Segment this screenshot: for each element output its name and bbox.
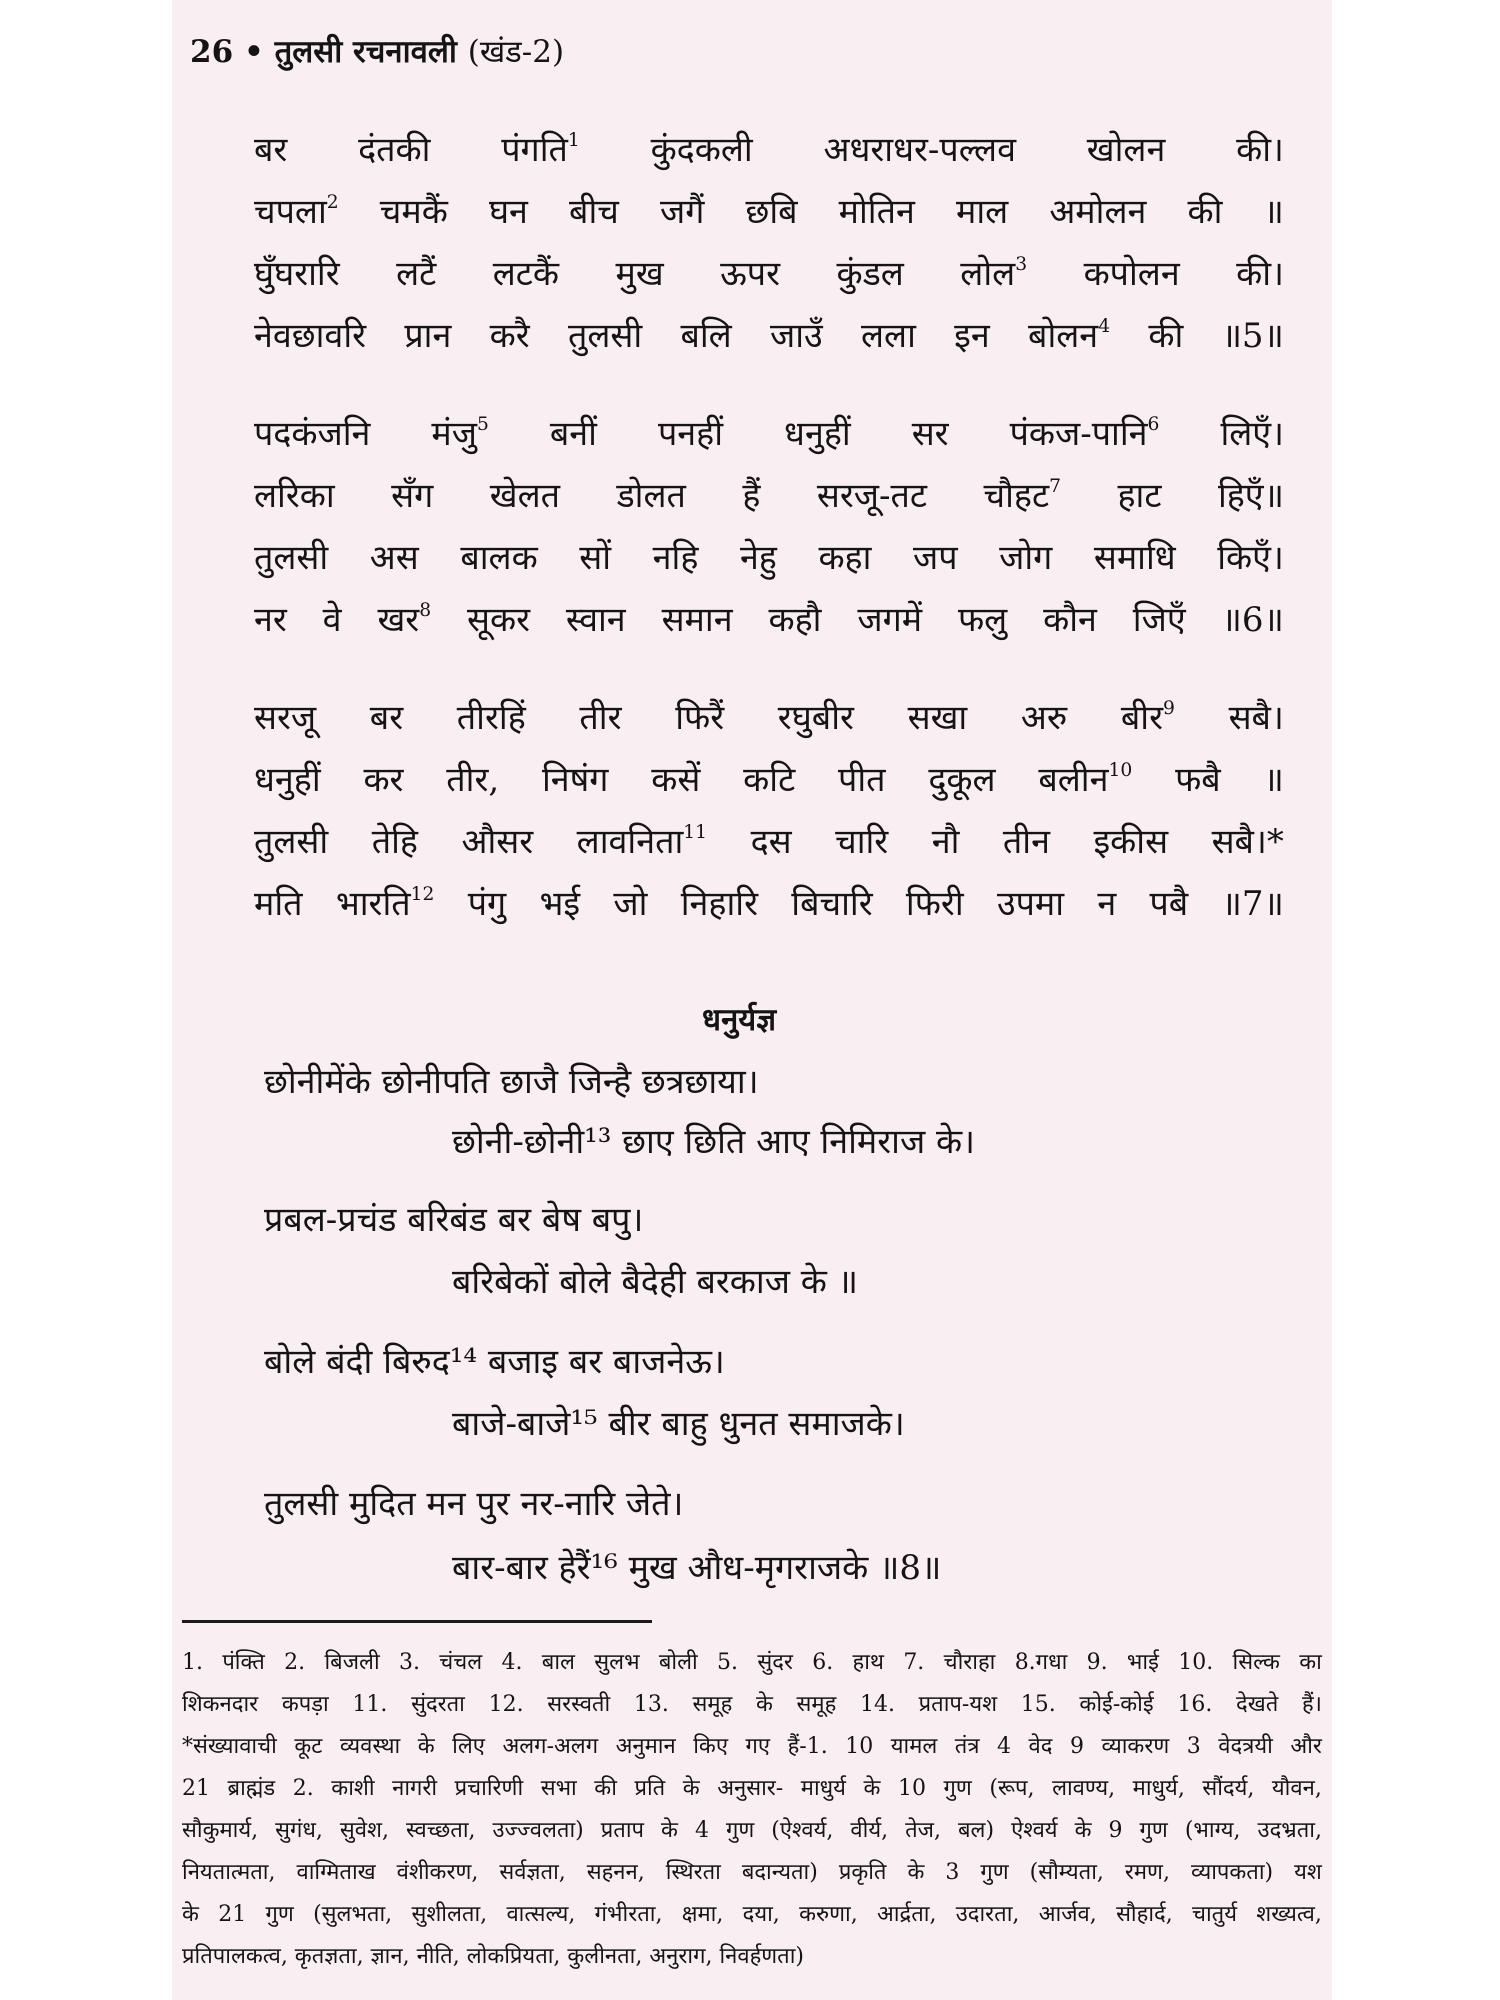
- word: पंक्ति: [222, 1650, 265, 1675]
- word: व्यवस्था: [339, 1734, 401, 1759]
- word: अनुमान: [615, 1734, 676, 1759]
- word: लावनिता$^{11}$: [576, 822, 708, 862]
- word: शख्यत्व,: [1256, 1902, 1322, 1927]
- word: सुगंध,: [275, 1818, 323, 1843]
- word: पनहीं: [657, 414, 724, 454]
- word: स्वच्छता,: [405, 1818, 476, 1843]
- word: जिएँ: [1132, 600, 1186, 640]
- word: वंशीकरण,: [396, 1860, 479, 1885]
- word: माधुर्य,: [1132, 1776, 1185, 1801]
- word: *संख्यावाची: [182, 1734, 277, 1759]
- word: तुलसी: [254, 538, 329, 578]
- kavitt-line: बोले बंदी बिरुद¹⁴ बजाइ बर बाजनेऊ।: [264, 1342, 725, 1382]
- word: तंत्र: [954, 1734, 980, 1759]
- word: तुलसी: [254, 822, 329, 862]
- word: वात्सल्य,: [506, 1902, 576, 1927]
- word: फलु: [957, 600, 1008, 640]
- word: बीर$^9$: [1120, 698, 1175, 738]
- word: गंभीरता,: [594, 1902, 663, 1927]
- verse-line: [254, 882, 1284, 926]
- word: 9.: [1086, 1650, 1108, 1675]
- word: लिए: [452, 1734, 485, 1759]
- kavitt-line-indent: बाजे-बाजे¹⁵ बीर बाहु धुनत समाजके।: [452, 1404, 905, 1444]
- word: की: [594, 1776, 617, 1801]
- word: तीर,: [446, 760, 500, 800]
- word: यश: [1294, 1860, 1322, 1885]
- word: सुंदर: [757, 1650, 793, 1675]
- word: गुण: [980, 1860, 1009, 1885]
- word: सहनन,: [586, 1860, 645, 1885]
- word: कसें: [651, 760, 701, 800]
- word: बाल: [541, 1650, 575, 1675]
- word: खर$^8$: [377, 600, 432, 640]
- word: मति: [254, 884, 303, 924]
- word: फिरी: [905, 884, 964, 924]
- word: (ऐश्वर्य,: [771, 1818, 834, 1843]
- word: जप: [912, 538, 958, 578]
- word: दस: [750, 822, 792, 862]
- word: तीरहिं: [456, 698, 526, 738]
- word: के: [907, 1860, 925, 1885]
- word: चौहट$^7$: [983, 476, 1061, 516]
- word: 3: [945, 1860, 960, 1885]
- kavitt-line: छोनीमेंके छोनीपति छाजै जिन्है छत्रछाया।: [264, 1062, 759, 1102]
- book-page: [172, 0, 1332, 2000]
- word: 7.: [903, 1650, 925, 1675]
- word: प्रचारिणी: [454, 1776, 524, 1801]
- word: भाई: [1126, 1650, 1159, 1675]
- word: निहारि: [680, 884, 758, 924]
- word: सँग: [391, 476, 434, 516]
- word: इन: [954, 316, 990, 356]
- verse-line: [254, 758, 1284, 802]
- word: 15.: [1020, 1692, 1056, 1717]
- word: लला: [860, 316, 916, 356]
- word: प्रकृति: [838, 1860, 887, 1885]
- word: छबि: [745, 192, 798, 232]
- word: कुंदकली: [650, 130, 753, 170]
- word: तुलसी: [567, 316, 643, 356]
- word: किएँ।: [1217, 538, 1284, 578]
- word: हाट: [1117, 476, 1162, 516]
- word: शिकनदार: [182, 1692, 259, 1717]
- word: जो: [613, 884, 648, 924]
- word: बिजली: [324, 1650, 380, 1675]
- word: और: [1290, 1734, 1322, 1759]
- word: बोली: [658, 1650, 698, 1675]
- word: 11.: [352, 1692, 388, 1717]
- word: बदान्यता): [741, 1860, 818, 1885]
- word: यौवन,: [1271, 1776, 1322, 1801]
- word: करै: [489, 316, 530, 356]
- word: का: [1299, 1650, 1322, 1675]
- word: किए: [693, 1734, 728, 1759]
- word: आर्जव,: [1038, 1902, 1097, 1927]
- word: प्रताप-यश: [918, 1692, 998, 1717]
- word: की।: [1236, 254, 1284, 294]
- word: के: [863, 1776, 881, 1801]
- word: 9: [1069, 1734, 1084, 1759]
- word: कर: [363, 760, 404, 800]
- verse-line: [254, 128, 1284, 172]
- word: औसर: [461, 822, 534, 862]
- word: इकीस: [1093, 822, 1169, 862]
- word: 10: [897, 1776, 926, 1801]
- word: जगैं: [659, 192, 705, 232]
- word: उदभ्रता,: [1257, 1818, 1322, 1843]
- word: बल): [957, 1818, 995, 1843]
- word: उपमा: [996, 884, 1065, 924]
- word: सबै।*: [1211, 822, 1284, 862]
- word: क्षमा,: [681, 1902, 724, 1927]
- word: चातुर्य: [1192, 1902, 1237, 1927]
- word: चौराहा: [943, 1650, 996, 1675]
- volume-label: (खंड-2): [467, 34, 565, 70]
- word: बनीं: [549, 414, 597, 454]
- word: ॥7॥: [1221, 884, 1284, 924]
- footnote-line: [182, 1690, 1322, 1720]
- word: काशी: [331, 1776, 375, 1801]
- word: प्रति: [634, 1776, 666, 1801]
- word: बर: [254, 130, 288, 170]
- word: मुख: [615, 254, 664, 294]
- word: गुण: [943, 1776, 972, 1801]
- footnote-line: [182, 1732, 1322, 1762]
- word: (भाग्य,: [1184, 1818, 1241, 1843]
- word: सरजू-तट: [816, 476, 928, 516]
- footnote-line: [182, 1774, 1322, 1804]
- word: 2.: [284, 1650, 306, 1675]
- word: (सौम्यता,: [1029, 1860, 1104, 1885]
- word: के: [417, 1734, 435, 1759]
- word: भारति$^{12}$: [335, 884, 435, 924]
- word: के: [182, 1902, 199, 1927]
- word: बलि: [680, 316, 732, 356]
- word: सौंदर्य,: [1202, 1776, 1255, 1801]
- word: सखा: [907, 698, 968, 738]
- word: 4: [996, 1734, 1011, 1759]
- verse-line: [254, 474, 1284, 518]
- word: कपोलन: [1083, 254, 1180, 294]
- word: लिएँ।: [1220, 414, 1284, 454]
- word: सभा: [540, 1776, 577, 1801]
- word: 4.: [501, 1650, 523, 1675]
- word: दुकूल: [928, 760, 996, 800]
- word: पंगति$^1$: [501, 130, 580, 170]
- word: स्वान: [565, 600, 626, 640]
- verse-line: [254, 252, 1284, 296]
- word: ब्राह्मंड: [227, 1776, 276, 1801]
- word: बलीन$^{10}$: [1038, 760, 1133, 800]
- word: हैं।: [1301, 1692, 1322, 1717]
- word: रघुबीर: [777, 698, 854, 738]
- word: सुलभ: [594, 1650, 640, 1675]
- word: चंचल: [439, 1650, 483, 1675]
- word: वे: [322, 600, 342, 640]
- word: चपला$^2$: [254, 192, 339, 232]
- footnote-line: [182, 1648, 1322, 1678]
- verse-line: [254, 190, 1284, 234]
- word: समूह: [692, 1692, 733, 1717]
- word: के: [755, 1692, 773, 1717]
- word: उदारता,: [955, 1902, 1020, 1927]
- word: नेहु: [739, 538, 777, 578]
- word: करुणा,: [799, 1902, 858, 1927]
- word: मंजु$^5$: [431, 414, 489, 454]
- header-bullet: •: [243, 34, 264, 70]
- word: अधराधर-पल्लव: [823, 130, 1016, 170]
- word: कहौ: [768, 600, 822, 640]
- word: गुण: [1139, 1818, 1168, 1843]
- word: अस: [369, 538, 419, 578]
- word: के: [682, 1776, 700, 1801]
- word: न: [1097, 884, 1117, 924]
- word: समान: [661, 600, 733, 640]
- word: पंगु: [467, 884, 507, 924]
- word: गुण: [265, 1902, 294, 1927]
- word: वेद: [1028, 1734, 1053, 1759]
- word: कहा: [818, 538, 872, 578]
- section-heading: धनुर्यज्ञ: [702, 1002, 777, 1038]
- word: ॥5॥: [1221, 316, 1284, 356]
- word: के: [661, 1818, 678, 1843]
- word: लटकैं: [492, 254, 560, 294]
- page-number: 26: [190, 34, 234, 70]
- word: कटि: [743, 760, 796, 800]
- word: दंतकी: [358, 130, 431, 170]
- verse-line: [254, 696, 1284, 740]
- word: माधुर्य: [800, 1776, 846, 1801]
- word: बर: [369, 698, 404, 738]
- word: पीत: [838, 760, 886, 800]
- word: व्यापकता): [1190, 1860, 1274, 1885]
- word: जाउँ: [770, 316, 823, 356]
- word: नहि: [652, 538, 699, 578]
- word: सर: [911, 414, 949, 454]
- word: (सुलभता,: [313, 1902, 393, 1927]
- word: 1.: [182, 1650, 203, 1675]
- kavitt-line-indent: बरिबेकों बोले बैदेही बरकाज के ॥: [452, 1262, 859, 1302]
- word: ॥: [1263, 192, 1284, 232]
- word: लटैं: [396, 254, 437, 294]
- word: बोलन$^4$: [1028, 316, 1111, 356]
- word: 10.: [1178, 1650, 1214, 1675]
- word: वेदत्रयी: [1218, 1734, 1273, 1759]
- word: हाथ: [852, 1650, 884, 1675]
- verse-line: [254, 412, 1284, 456]
- footnote-line: [182, 1900, 1322, 1930]
- word: कुंडल: [836, 254, 904, 294]
- word: 21: [182, 1776, 210, 1801]
- word: प्रताप: [600, 1818, 645, 1843]
- word: नौ: [931, 822, 960, 862]
- word: 8.गधा: [1014, 1650, 1068, 1675]
- word: ऐश्वर्य: [1011, 1818, 1058, 1843]
- word: 13.: [633, 1692, 669, 1717]
- verse-line: [254, 314, 1284, 358]
- word: सुंदरता: [411, 1692, 465, 1717]
- word: (रूप,: [989, 1776, 1035, 1801]
- word: सबै।: [1228, 698, 1284, 738]
- page-header: [190, 30, 564, 72]
- book-title: तुलसी रचनावली: [274, 34, 457, 70]
- word: सुवेश,: [339, 1818, 389, 1843]
- word: प्रान: [404, 316, 452, 356]
- kavitt-line: तुलसी मुदित मन पुर नर-नारि जेते।: [264, 1484, 684, 1524]
- word: तीर: [579, 698, 622, 738]
- word: बिचारि: [791, 884, 873, 924]
- word: देखते: [1236, 1692, 1279, 1717]
- word: धनुहीं: [254, 760, 321, 800]
- footnote-line: प्रतिपालकत्व, कृतज्ञता, ज्ञान, नीति, लोकप्रियता, कुलीनता, अनुराग, निवर्हणता): [182, 1944, 804, 1969]
- word: हिएँ॥: [1217, 476, 1284, 516]
- word: चारि: [835, 822, 889, 862]
- word: आर्द्रता,: [877, 1902, 937, 1927]
- word: अलग-अलग: [502, 1734, 599, 1759]
- kavitt-line-indent: छोनी-छोनी¹³ छाए छिति आए निमिराज के।: [452, 1122, 975, 1162]
- word: कोई-कोई: [1079, 1692, 1154, 1717]
- word: सर्वज्ञता,: [499, 1860, 566, 1885]
- footnote-line: [182, 1858, 1322, 1888]
- word: वाग्मिताख: [296, 1860, 376, 1885]
- word: सौकुमार्य,: [182, 1818, 259, 1843]
- footnote-divider: [182, 1620, 652, 1623]
- word: हैं: [742, 476, 761, 516]
- word: सरजू: [254, 698, 317, 738]
- verse-line: [254, 820, 1284, 864]
- word: डोलत: [616, 476, 686, 516]
- word: अमोलन: [1049, 192, 1147, 232]
- word: समाधि: [1093, 538, 1176, 578]
- verse-line: [254, 536, 1284, 580]
- word: उज्ज्वलता): [492, 1818, 584, 1843]
- word: हैं-1.: [787, 1734, 828, 1759]
- word: 12.: [488, 1692, 524, 1717]
- word: नियतात्मता,: [182, 1860, 276, 1885]
- word: 21: [218, 1902, 247, 1927]
- word: सुशीलता,: [411, 1902, 488, 1927]
- word: की: [1148, 316, 1184, 356]
- word: तेज,: [905, 1818, 941, 1843]
- word: कूट: [294, 1734, 323, 1759]
- word: की: [1187, 192, 1223, 232]
- word: नागरी: [392, 1776, 438, 1801]
- word: गुण: [725, 1818, 755, 1843]
- word: की।: [1236, 130, 1284, 170]
- word: 3: [1186, 1734, 1201, 1759]
- word: घुँघरारि: [254, 254, 340, 294]
- word: जोग: [999, 538, 1053, 578]
- word: 10: [845, 1734, 874, 1759]
- word: 16.: [1177, 1692, 1213, 1717]
- word: 9: [1108, 1818, 1123, 1843]
- word: दया,: [742, 1902, 780, 1927]
- word: 3.: [398, 1650, 420, 1675]
- word: लोल$^3$: [960, 254, 1028, 294]
- word: सौहार्द,: [1116, 1902, 1173, 1927]
- word: तीन: [1002, 822, 1050, 862]
- word: तेहि: [371, 822, 418, 862]
- word: लरिका: [254, 476, 335, 516]
- word: जगमें: [857, 600, 923, 640]
- word: सरस्वती: [547, 1692, 611, 1717]
- word: धनुहीं: [784, 414, 851, 454]
- word: 4: [694, 1818, 709, 1843]
- word: ॥: [1263, 760, 1284, 800]
- word: समूह: [796, 1692, 837, 1717]
- word: गए: [745, 1734, 771, 1759]
- word: बीच: [569, 192, 619, 232]
- word: के: [1074, 1818, 1092, 1843]
- footnote-line: [182, 1816, 1322, 1846]
- word: नेवछावरि: [254, 316, 367, 356]
- word: पंकज-पानि$^6$: [1009, 414, 1160, 454]
- word: सिल्क: [1232, 1650, 1280, 1675]
- word: सों: [579, 538, 612, 578]
- word: व्याकरण: [1101, 1734, 1170, 1759]
- word: खेलत: [489, 476, 561, 516]
- word: सूकर: [466, 600, 530, 640]
- word: 2.: [292, 1776, 314, 1801]
- word: नर: [254, 600, 287, 640]
- verse-line: [254, 598, 1284, 642]
- word: कपड़ा: [281, 1692, 329, 1717]
- word: रमण,: [1124, 1860, 1170, 1885]
- word: पदकंजनि: [254, 414, 371, 454]
- word: 14.: [859, 1692, 895, 1717]
- word: ऊपर: [720, 254, 781, 294]
- word: अरु: [1020, 698, 1068, 738]
- word: खोलन: [1086, 130, 1166, 170]
- word: 5.: [717, 1650, 739, 1675]
- word: निषंग: [541, 760, 609, 800]
- word: बालक: [460, 538, 538, 578]
- word: यामल: [890, 1734, 938, 1759]
- word: लावण्य,: [1052, 1776, 1116, 1801]
- word: मोतिन: [838, 192, 915, 232]
- word: स्थिरता: [665, 1860, 721, 1885]
- word: फबै: [1175, 760, 1221, 800]
- word: भई: [539, 884, 581, 924]
- word: पबै: [1149, 884, 1189, 924]
- word: माल: [956, 192, 1009, 232]
- word: ॥6॥: [1221, 600, 1284, 640]
- word: कौन: [1043, 600, 1097, 640]
- kavitt-line-indent: बार-बार हेरैं¹⁶ मुख औध-मृगराजके ॥8॥: [452, 1548, 942, 1588]
- word: वीर्य,: [850, 1818, 889, 1843]
- word: अनुसार-: [717, 1776, 784, 1801]
- word: फिरैं: [675, 698, 725, 738]
- kavitt-line: प्रबल-प्रचंड बरिबंड बर बेष बपु।: [264, 1200, 644, 1240]
- word: 6.: [812, 1650, 834, 1675]
- word: घन: [488, 192, 528, 232]
- word: चमकैं: [379, 192, 448, 232]
